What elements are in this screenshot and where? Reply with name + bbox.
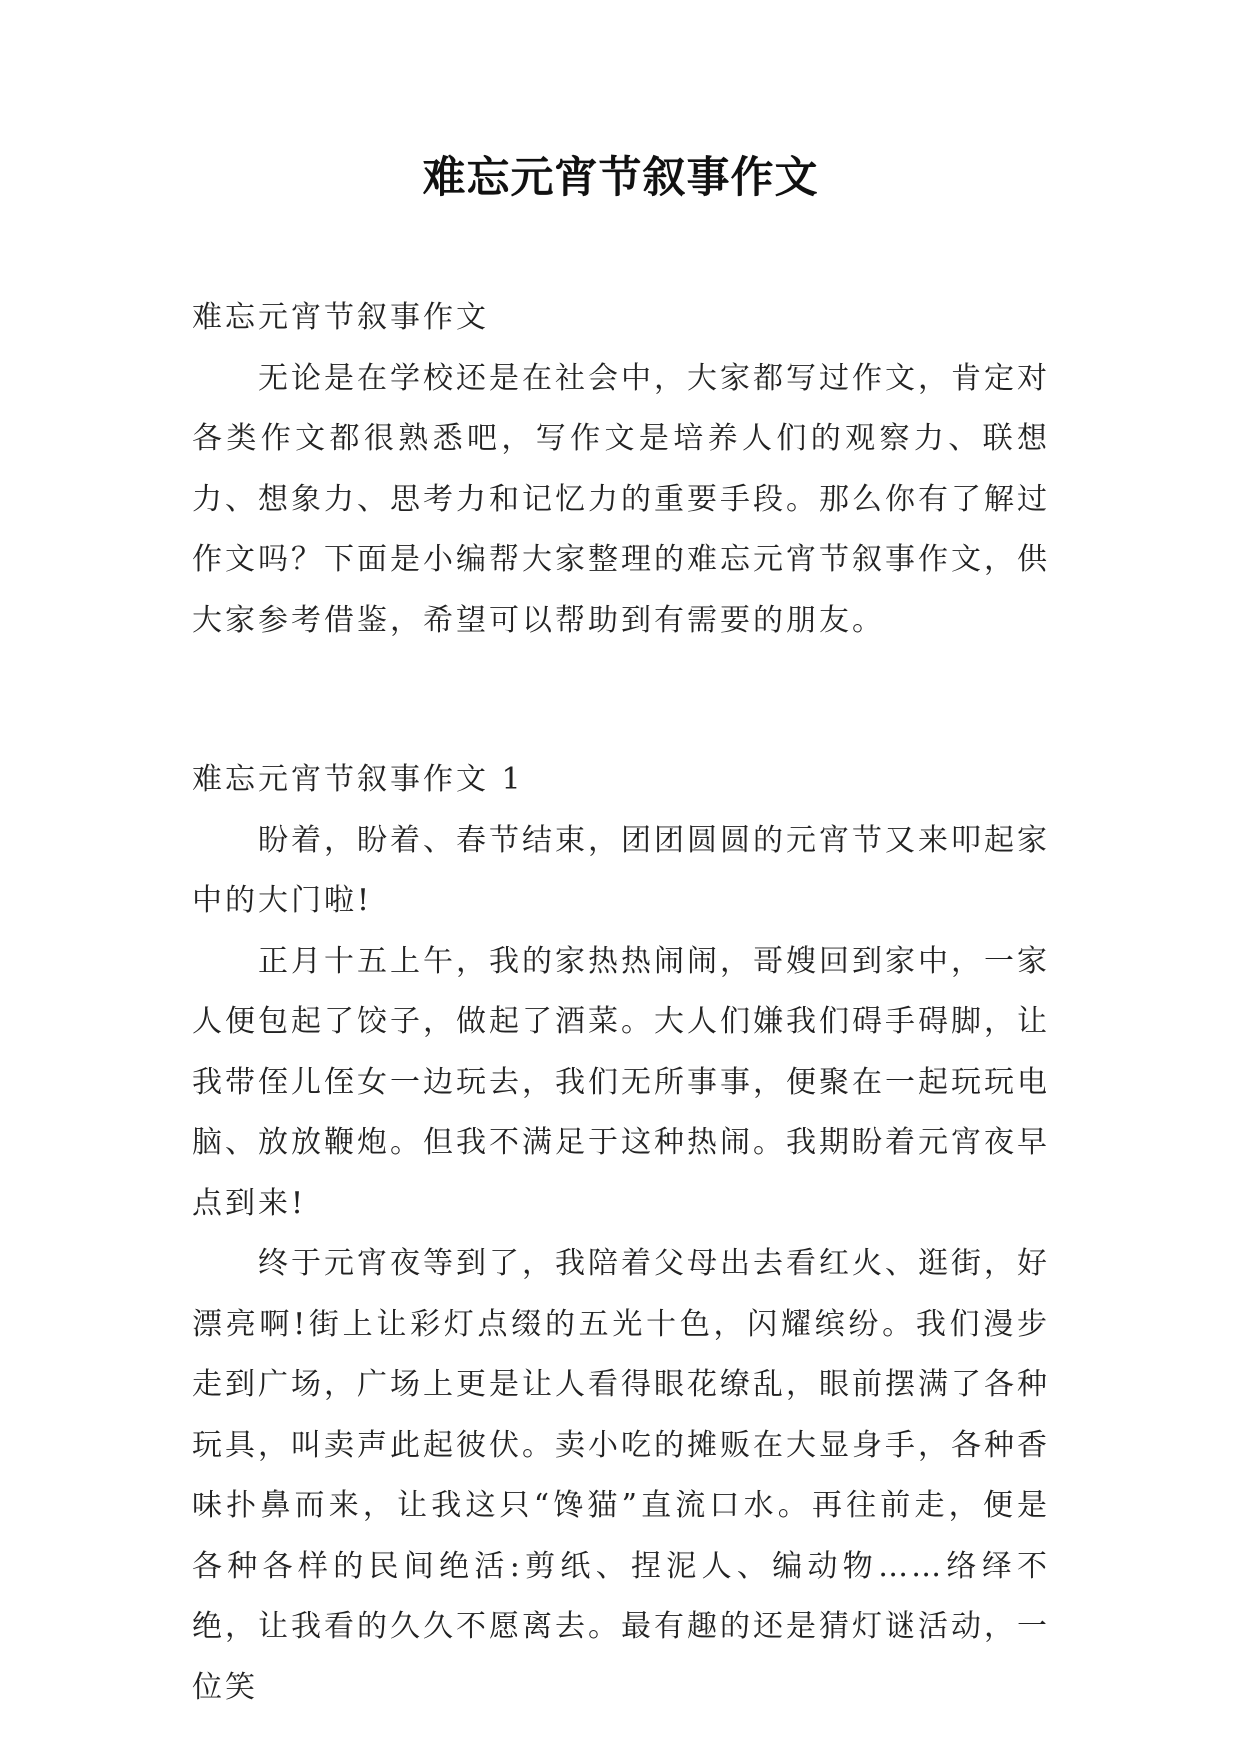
document-title: 难忘元宵节叙事作文 [422,153,819,203]
body-paragraph: 终于元宵夜等到了，我陪着父母出去看红火、逛街，好漂亮啊!街上让彩灯点缀的五光十色，闪耀缤纷。我们漫步走到广场，广场上更是让人看得眼花缭乱，眼前摆满了各种玩具，叫卖声此起彼伏。卖小吃的摊贩在大显身手，各种香味扑鼻而来，让我这只“馋猫”直流口水。再往前走，便是各种各样的民间绝活:剪纸、捏泥人、编动物……络绎不绝，让我看的久久不愿离去。最有趣的还是猜灯谜活动，一位笑 [192,1246,1050,1705]
body-paragraph: 盼着，盼着、春节结束，团团圆圆的元宵节又来叩起家中的大门啦! [192,822,1050,918]
section-spacer [192,651,1050,750]
section-heading: 难忘元宵节叙事作文 1 [192,762,524,797]
body-paragraph: 正月十五上午，我的家热热闹闹，哥嫂回到家中，一家人便包起了饺子，做起了酒菜。大人们嫌我们碍手碍脚，让我带侄儿侄女一边玩去，我们无所事事，便聚在一起玩玩电脑、放放鞭炮。但我不满足于这种热闹。我期盼着元宵夜早点到来! [192,943,1050,1221]
document-body [192,288,1050,1718]
intro-heading: 难忘元宵节叙事作文 [192,300,489,335]
intro-paragraph: 无论是在学校还是在社会中，大家都写过作文，肯定对各类作文都很熟悉吧，写作文是培养人们的观察力、联想力、想象力、思考力和记忆力的重要手段。那么你有了解过作文吗？下面是小编帮大家整理的难忘元宵节叙事作文，供大家参考借鉴，希望可以帮助到有需要的朋友。 [192,360,1050,638]
